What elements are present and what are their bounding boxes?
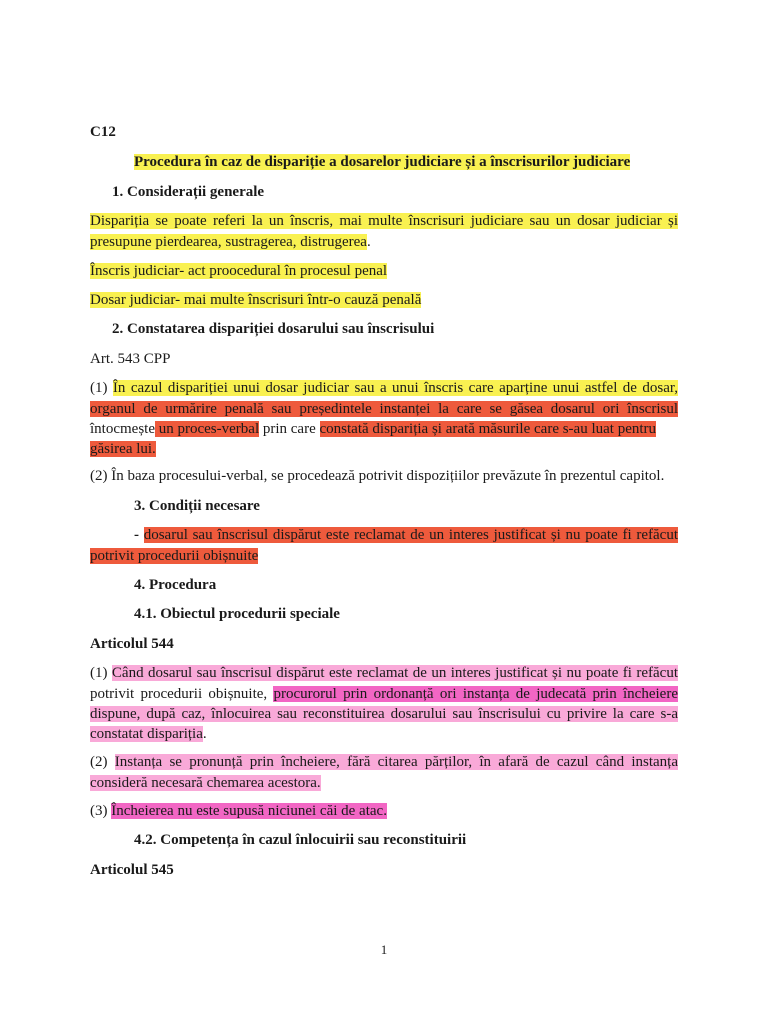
paragraph-disparition-line2: presupune pierdearea, sustragerea, distrugerea. [90,234,371,250]
heading-procedure: 4. Procedura [134,577,217,593]
title-text: Procedura în caz de dispariție a dosarelor judiciare și a înscrisurilor judiciare [134,154,631,170]
paragraph-disparition-line1: Dispariția se poate referi la un înscris, mai multe înscrisuri judiciare sau un dosar judiciar și [90,213,678,229]
condition-line1: - dosarul sau înscrisul dispărut este reclamat de un interes justificat și nu poate fi refăcut [134,527,678,543]
document-code: C12 [90,124,116,140]
heading-competence: 4.2. Competența în cazul înlocuirii sau reconstituirii [134,832,467,848]
art544-para2-line1: (2) Instanța se pronunță prin încheiere, fără citarea părților, în afară de cazul când instanța [90,754,678,770]
definition-judicial-document: Înscris judiciar- act proocedural în procesul penal [90,263,388,279]
art543-para1-line1: (1) În cazul dispariției unui dosar judiciar sau a unui înscris care aparține unui astfel de dosar, [90,380,678,396]
art544-para3: (3) Încheierea nu este supusă niciunei căi de atac. [90,803,387,819]
page-number: 1 [380,942,388,957]
condition-line2: potrivit procedurii obișnuite [90,548,259,564]
art543-para1-line4: găsirea lui. [90,441,156,457]
article-545-heading: Articolul 545 [90,862,174,878]
heading-general-considerations: 1. Considerații generale [112,184,265,200]
art544-para2-line2: consideră necesară chemarea acestora. [90,775,321,791]
heading-special-procedure-object: 4.1. Obiectul procedurii speciale [134,606,340,622]
art543-para2: (2) În baza procesului-verbal, se procedează potrivit dispozițiilor prevăzute în prezentul capitol. [90,468,665,484]
document-title [134,152,630,172]
article-543-ref: Art. 543 CPP [90,351,171,367]
article-544-heading: Articolul 544 [90,636,174,652]
definition-judicial-file: Dosar judiciar- mai multe înscrisuri într-o cauză penală [90,292,422,308]
art544-para1-line1: (1) Când dosarul sau înscrisul dispărut este reclamat de un interes justificat și nu poate fi refăcut [90,665,679,681]
art543-para1-line2: organul de urmărire penală sau președintele instanței la care se găsea dosarul ori înscrisul [90,401,678,417]
heading-finding-disparition: 2. Constatarea dispariției dosarului sau înscrisului [112,321,435,337]
art544-para1-line2: potrivit procedurii obișnuite, procurorul prin ordonanță ori instanța de judecată prin încheiere [90,686,678,702]
art543-para1-line3: întocmește un proces-verbal prin care constată dispariția și arată măsurile care s-au luat pentru [90,421,657,437]
heading-necessary-conditions: 3. Condiții necesare [134,498,260,514]
art544-para1-line3: dispune, după caz, înlocuirea sau reconstituirea dosarului sau înscrisului cu privire la care s-a [90,706,678,722]
art544-para1-line4: constatat dispariția. [90,726,207,742]
